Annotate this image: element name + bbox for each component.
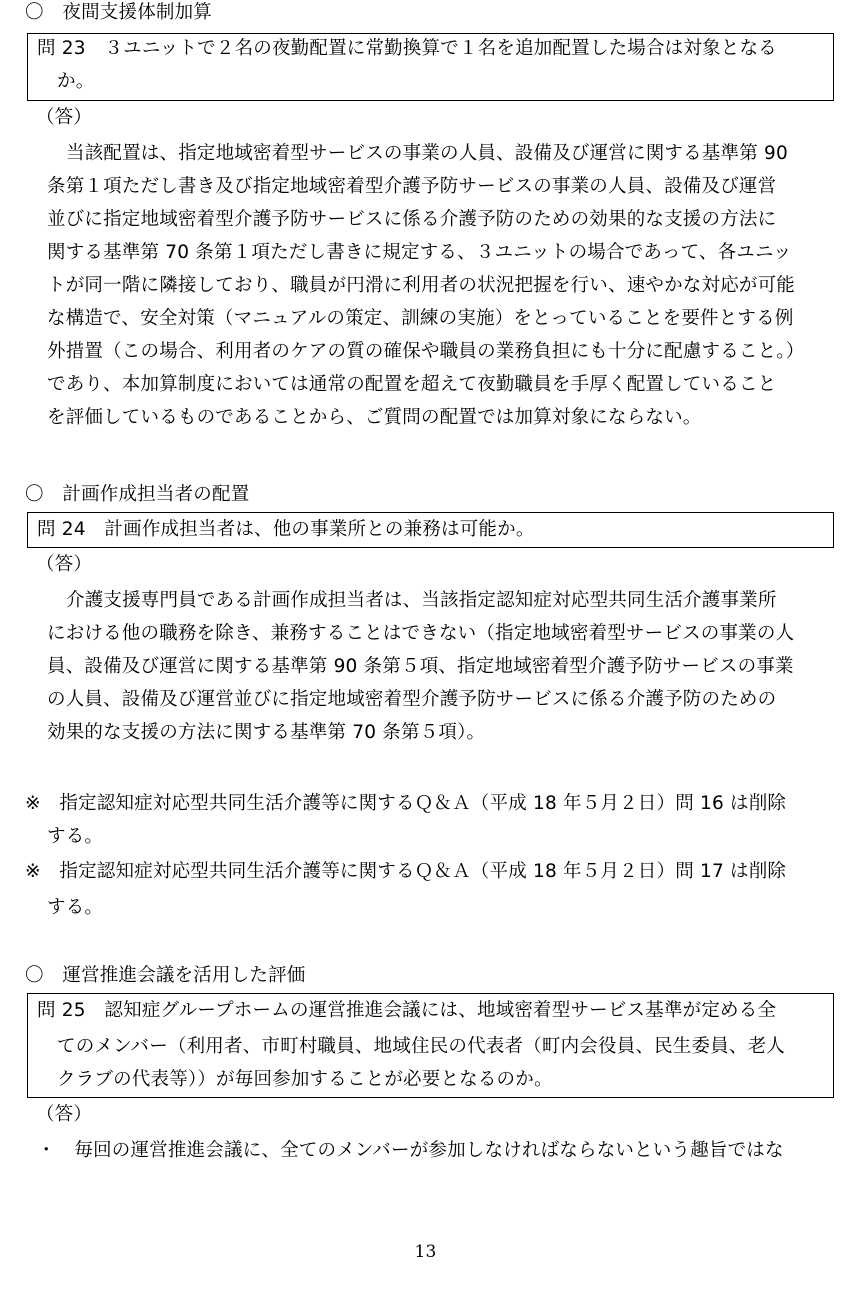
question-24-line-1: 問 24 計画作成担当者は、他の事業所との兼務は可能か。 [37,519,535,540]
question-23-line-2: か。 [57,71,95,92]
answer-label: （答） [36,554,93,575]
section-heading-night-support: 〇 夜間支援体制加算 [25,2,213,23]
answer-23-line: 条第１項ただし書き及び指定地域密着型介護予防サービスの事業の人員、設備及び運営 [47,176,777,197]
answer-23-line: 関する基準第 70 条第１項ただし書きに規定する、３ユニットの場合であって、各ユニッ [47,242,792,263]
answer-24-line: 介護支援専門員である計画作成担当者は、当該指定認知症対応型共同生活介護事業所 [66,590,777,611]
answer-23-line: を評価しているものであることから、ご質問の配置では加算対象にならない。 [47,407,702,428]
answer-24-line: の人員、設備及び運営並びに指定地域密着型介護予防サービスに係る介護予防のための [47,689,777,710]
answer-23-line: 並びに指定地域密着型介護予防サービスに係る介護予防のための効果的な支援の方法に [47,209,777,230]
answer-label: （答） [36,1104,93,1125]
question-23-line-1: 問 23 ３ユニットで２名の夜勤配置に常勤換算で１名を追加配置した場合は対象となる [37,38,777,59]
section-heading-management-council: 〇 運営推進会議を活用した評価 [25,965,306,986]
answer-23-line: 外措置（この場合、利用者のケアの質の確保や職員の業務負担にも十分に配慮すること。） [47,341,805,362]
section-heading-plan-staff: 〇 計画作成担当者の配置 [25,484,250,505]
answer-25-line: ・ 毎回の運営推進会議に、全てのメンバーが参加しなければならないという趣旨ではな [37,1140,784,1161]
answer-23-line: であり、本加算制度においては通常の配置を超えて夜勤職員を手厚く配置していること [47,374,777,395]
answer-24-line: 員、設備及び運営に関する基準第 90 条第５項、指定地域密着型介護予防サービスの事業 [47,656,794,677]
question-25-line-1: 問 25 認知症グループホームの運営推進会議には、地域密着型サービス基準が定める全 [37,1000,777,1021]
deletion-note-16-line-1: ※ 指定認知症対応型共同生活介護等に関するＱ＆Ａ（平成 18 年５月２日）問 16 は削除 [25,793,787,814]
answer-23-line: 当該配置は、指定地域密着型サービスの事業の人員、設備及び運営に関する基準第 90 [66,143,788,164]
answer-24-line: における他の職務を除き、兼務することはできない（指定地域密着型サービスの事業の人 [47,623,795,644]
question-25-line-2: てのメンバー（利用者、市町村職員、地域住民の代表者（町内会役員、民生委員、老人 [57,1036,786,1057]
answer-23-line: トが同一階に隣接しており、職員が円滑に利用者の状況把握を行い、速やかな対応が可能 [47,275,796,296]
page-number: 13 [414,1242,437,1262]
answer-23-line: な構造で、安全対策（マニュアルの策定、訓練の実施）をとっていることを要件とする例 [47,308,794,329]
answer-24-line: 効果的な支援の方法に関する基準第 70 条第５項）。 [47,722,486,743]
deletion-note-17-line-1: ※ 指定認知症対応型共同生活介護等に関するＱ＆Ａ（平成 18 年５月２日）問 17 は削除 [25,861,787,882]
question-25-line-3: クラブの代表等））が毎回参加することが必要となるのか。 [57,1069,553,1090]
answer-label: （答） [36,107,93,128]
deletion-note-17-line-2: する。 [47,897,104,918]
deletion-note-16-line-2: する。 [47,826,104,847]
